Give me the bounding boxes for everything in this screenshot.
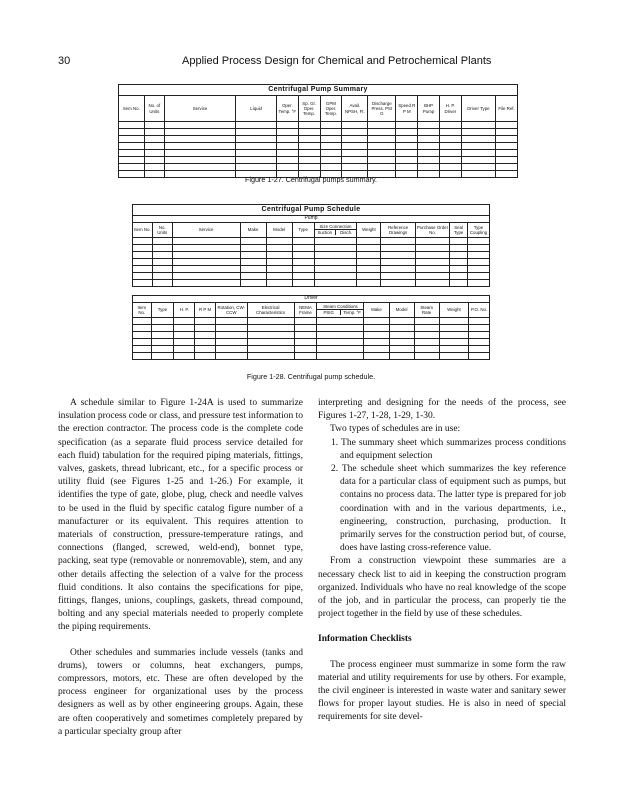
drv-col-type: Type: [151, 302, 174, 317]
left-paragraph-1: A schedule similar to Figure 1-24A is used to summarize insulation process code or class, and pressure test information to the erection contractor. The process code is the complete code specification (as a separate fluid process service detailed for each fluid) tabulation for the required piping materials, fittings, valves, gaskets, thread lubricant, etc., for a specific process or utility fluid (see Figures 1-25 and 1-26.) For example, it identifies the type of gate, globe, plug, check and needle valves to be used in the fluid by specific catalog figure number of a manufacturer or its equivalent. This requires attention to materials of construction, pressure-temperature ratings, and connections (flanged, screwed, weld-end), bonnet type, packing, seat type (removable or nonremovable), stem, and any other details affecting the selection of a valve for the process fluid conditions. It also contains the specifications for pipe, fittings, flanges, unions, couplings, gaskets, thread compound, bolting and any special materials needed to properly complete the piping requirements.: [58, 398, 303, 633]
schedule-title: Centrifugal Pump Schedule: [133, 205, 490, 216]
summary-col-spgr: Sp. Gr. Oper. Temp.: [298, 96, 320, 122]
list-item: 1. The summary sheet which summarizes process conditions and equipment selection: [331, 437, 566, 461]
sched-col-service: Service: [172, 222, 240, 237]
right-column: [318, 397, 566, 725]
drv-col-steam-conditions: Steam Conditions: [317, 304, 363, 310]
sched-col-type: Type: [292, 222, 314, 237]
list-item: 2. The schedule sheet which summarizes the key reference data for a particular class of equipment such as pumps, but contains no process data. The latter type is prepared for job coordination with and in the various departments, i.e., engineering, construction, purchasing, production. It primarily serves for the construction period but, of course, does have lasting cross-reference value.: [331, 464, 566, 554]
drv-col-rotation: Rotation, CW-CCW: [215, 302, 247, 317]
sched-col-model: Model: [266, 222, 292, 237]
summary-title: Centrifugal Pump Summary: [119, 85, 518, 96]
summary-col-hp: H. P. Driver: [439, 96, 461, 122]
page-number: 30: [58, 55, 71, 67]
summary-col-npsh: Avail. NPSH, Ft.: [342, 96, 368, 122]
sched-col-seal: Seal Type: [450, 222, 468, 237]
drv-col-electrical: Electrical Characteristics: [247, 302, 294, 317]
summary-col-file: File Ref.: [496, 96, 518, 122]
sched-col-po: Purchase Order No.: [415, 222, 449, 237]
driver-schedule-table: [132, 295, 490, 360]
schedule-types-list: [318, 437, 566, 556]
sched-col-coupling: Type Coupling: [468, 222, 490, 237]
right-paragraph-3: From a construction viewpoint these summaries are a necessary check list to aid in keeping the construction program organized. Individuals who have no real knowledge of the scope of the job, and in particular the process, can properly tie the project together in the field by use of these schedules.: [318, 556, 566, 620]
drv-col-po: P.O. No.: [469, 302, 490, 317]
drv-col-item: Item No.: [133, 302, 152, 317]
pump-schedule-table: [132, 204, 490, 287]
drv-col-rpm: R P M: [195, 302, 216, 317]
summary-col-gpm: GPM Oper. Temp.: [320, 96, 342, 122]
drv-col-make: Make: [364, 302, 389, 317]
summary-col-speed: Speed R P M: [396, 96, 418, 122]
sched-col-weight: Weight: [357, 222, 381, 237]
sched-col-units: No. Units: [152, 222, 172, 237]
summary-col-item: Item No.: [119, 96, 145, 122]
sched-col-size-connection: Size Connection: [315, 224, 357, 230]
sched-col-item: Item No.: [133, 222, 153, 237]
schedule-driver-label: Driver: [133, 296, 490, 303]
left-column: [58, 397, 303, 739]
drv-col-model: Model: [389, 302, 414, 317]
summary-col-service: Service: [164, 96, 236, 122]
right-paragraph-2: Two types of schedules are in use:: [330, 424, 461, 435]
summary-col-driver: Driver Type: [461, 96, 495, 122]
sched-col-ref-drawings: Reference Drawings: [381, 222, 415, 237]
pump-summary-table: [118, 84, 518, 178]
drv-col-psig: PSIG: [317, 310, 340, 315]
figure-1-27-caption: Figure 1-27. Centrifugal pumps summary.: [244, 175, 378, 184]
section-heading: Information Checklists: [318, 634, 412, 645]
summary-col-units: No. of Units: [144, 96, 164, 122]
drv-col-temp: Temp. °F: [343, 310, 361, 316]
drv-col-nema: NEMA Frame: [294, 302, 317, 317]
sched-col-make: Make: [240, 222, 266, 237]
drv-col-hp: H. P.: [174, 302, 195, 317]
summary-col-bhp: BHP Pump: [418, 96, 440, 122]
drv-col-steam-rate: Steam Rate: [414, 302, 439, 317]
summary-col-temp: Oper. Temp. °F: [276, 96, 298, 122]
right-paragraph-1: interpreting and designing for the needs of the process, see Figures 1-27, 1-28, 1-29, 1-30.: [318, 398, 566, 422]
sched-col-disch: Disch.: [340, 230, 353, 236]
drv-col-weight: Weight: [439, 302, 468, 317]
summary-col-discharge: Discharge Press. PSI G: [368, 96, 396, 122]
left-paragraph-2: Other schedules and summaries include vessels (tanks and drums), towers or columns, heat exchangers, pumps, compressors, motors, etc. These are often developed by the process engineer for organizational uses by the process designers as well as by other engineering groups. Again, these are often cooperatively and sometimes completely prepared by a particular specialty group after: [58, 647, 303, 737]
sched-col-suction: Suction: [315, 230, 336, 235]
schedule-pump-label: Pump: [133, 216, 490, 223]
right-paragraph-4: The process engineer must summarize in some form the raw material and utility requirements for use by others. For example, the civil engineer is interested in waste water and sanitary sewer flows for proper layout studies. He is also in need of special requirements for site devel-: [318, 659, 566, 723]
running-title: Applied Process Design for Chemical and Petrochemical Plants: [182, 55, 492, 67]
figure-1-28-caption: Figure 1-28. Centrifugal pump schedule.: [246, 372, 376, 381]
summary-col-liquid: Liquid: [236, 96, 277, 122]
